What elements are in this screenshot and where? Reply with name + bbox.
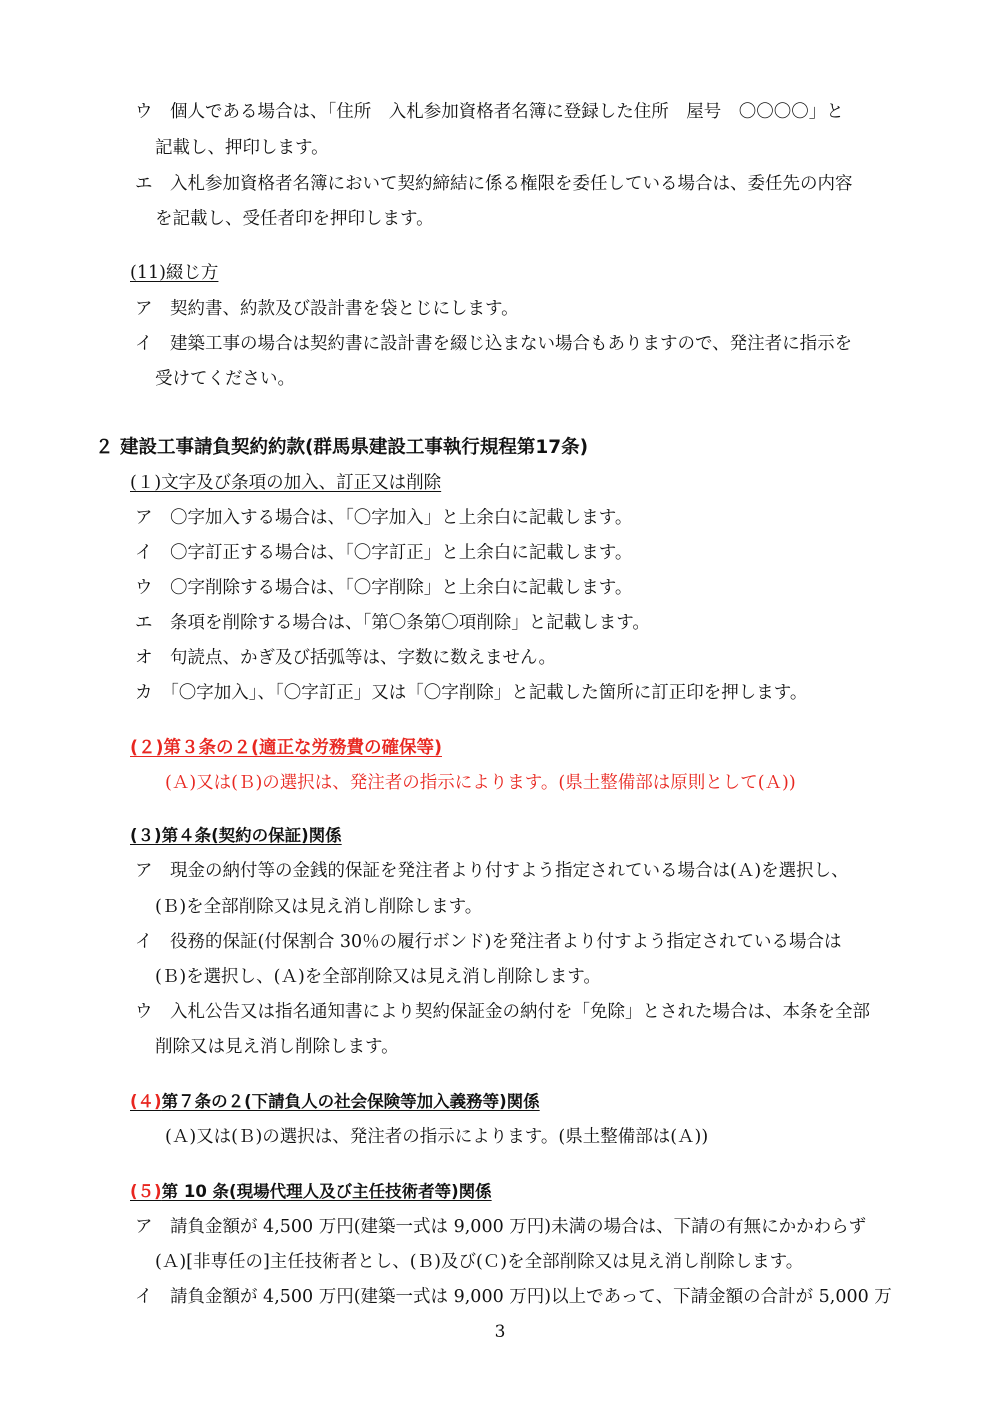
item-e-line1: エ 入札参加資格者名簿において契約締結に係る権限を委任している場合は、委任先の内容 (135, 174, 853, 194)
item-a-5-line1: ア 請負金額が 4,500 万円(建築一式は 9,000 万円)未満の場合は、下請の有無にかかわらず (135, 1217, 867, 1237)
item-u-3-line2: 削除又は見え消し削除します。 (155, 1037, 399, 1057)
item-i-11-line2: 受けてください。 (155, 369, 295, 389)
item-i-3-line1: イ 役務的保証(付保割合 30％の履行ボンド)を発注者より付すよう指定されている場合は (135, 932, 842, 952)
list-item: イ 〇字訂正する場合は、「〇字訂正」と上余白に記載します。 (135, 543, 633, 563)
paragraph-2: (Ａ)又は(Ｂ)の選択は、発注者の指示によります。(県土整備部は原則として(Ａ)) (165, 773, 796, 793)
heading-5-number: (５) (130, 1182, 162, 1201)
heading-11-binding: (11)綴じ方 (130, 263, 219, 283)
item-a-11: ア 契約書、約款及び設計書を袋とじにします。 (135, 299, 519, 319)
item-a-3-line2: (Ｂ)を全部削除又は見え消し削除します。 (155, 897, 483, 917)
item-a-3-line1: ア 現金の納付等の金銭的保証を発注者より付すよう指定されている場合は(Ａ)を選択し、 (135, 861, 849, 881)
item-u-line2: 記載し、押印します。 (155, 138, 329, 158)
list-item: オ 句読点、かぎ及び括弧等は、字数に数えません。 (135, 648, 557, 668)
list-item: カ 「〇字加入」、「〇字訂正」又は「〇字削除」と記載した箇所に訂正印を押します。 (135, 683, 808, 703)
heading-5-site-agent (130, 1180, 492, 1204)
paragraph-4: (Ａ)又は(Ｂ)の選択は、発注者の指示によります。(県土整備部は(Ａ)) (165, 1127, 709, 1147)
heading-4-number: (４) (130, 1092, 162, 1111)
heading-1-text-edits: (１)文字及び条項の加入、訂正又は削除 (130, 473, 442, 493)
item-e-line2: を記載し、受任者印を押印します。 (155, 209, 434, 229)
heading-5-text: 第 10 条(現場代理人及び主任技術者等)関係 (161, 1182, 492, 1201)
item-i-3-line2: (Ｂ)を選択し、(Ａ)を全部削除又は見え消し削除します。 (155, 967, 601, 987)
item-a-5-line2: (Ａ)[非専任の]主任技術者とし、(Ｂ)及び(Ｃ)を全部削除又は見え消し削除します。 (155, 1252, 804, 1272)
list-item: ウ 〇字削除する場合は、「〇字削除」と上余白に記載します。 (135, 578, 633, 598)
list-item: エ 条項を削除する場合は、「第〇条第〇項削除」と記載します。 (135, 613, 650, 633)
section-2-title: ２ 建設工事請負契約約款(群馬県建設工事執行規程第17条) (95, 437, 589, 458)
item-i-5-line1: イ 請負金額が 4,500 万円(建築一式は 9,000 万円)以上であって、下請金額の合計が 5,000 万 (135, 1287, 892, 1307)
heading-4-text: 第７条の２(下請負人の社会保険等加入義務等)関係 (161, 1092, 540, 1111)
heading-4-insurance (130, 1090, 540, 1114)
heading-3-guarantee: (３)第４条(契約の保証)関係 (130, 826, 342, 845)
item-i-11-line1: イ 建築工事の場合は契約書に設計書を綴じ込まない場合もありますので、発注者に指示を (135, 334, 853, 354)
list-item: ア 〇字加入する場合は、「〇字加入」と上余白に記載します。 (135, 508, 633, 528)
item-u-3-line1: ウ 入札公告又は指名通知書により契約保証金の納付を「免除」とされた場合は、本条を全部 (135, 1002, 870, 1022)
heading-2-labor-cost: (２)第３条の２(適正な労務費の確保等) (130, 738, 442, 758)
page-number: 3 (494, 1322, 506, 1342)
item-u-line1: ウ 個人である場合は、「住所 入札参加資格者名簿に登録した住所 屋号 〇〇〇〇」と (135, 102, 844, 122)
